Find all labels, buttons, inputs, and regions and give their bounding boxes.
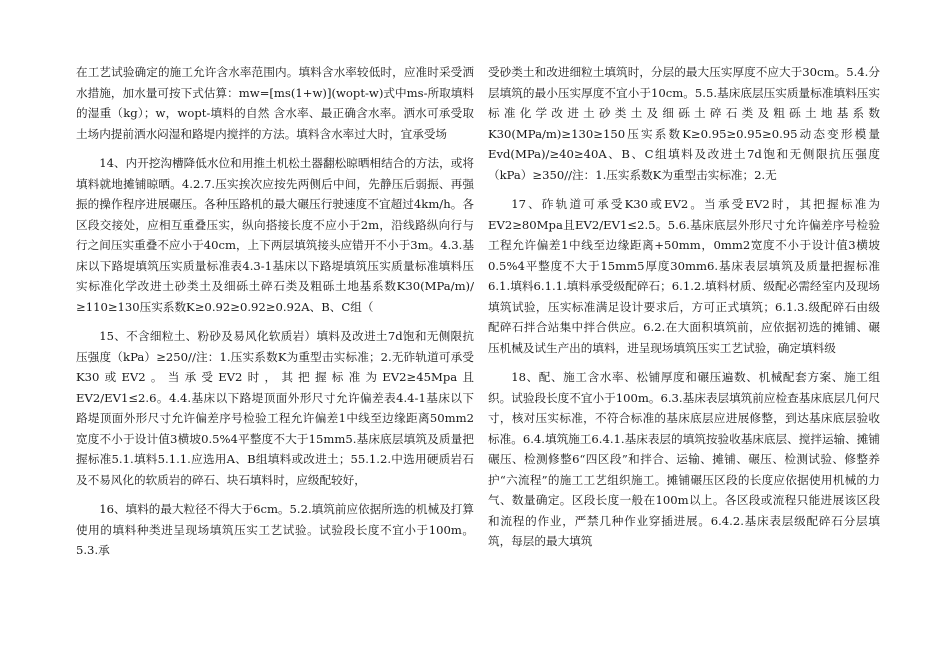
paragraph-16: 16、填料的最大粒径不得大于6cm。5.2.填筑前应依据所选的机械及打算使用的填料种类进呈现场填筑压实工艺试验。试验段长度不宜小于100m。5.3.承 bbox=[76, 502, 474, 557]
paragraph-17: 17、砟轨道可承受K30或EV2。当承受EV2时，其把握标准为EV2≥80Mpa且EV2/EV1≤2.5。5.6.基床底层外形尺寸允许偏差序号检验工程允许偏差1中线至边缘距离+50mm，0mm2宽度不小于设计值3横坡0.5%4平整度不大于15mm5厚度30mm6.基床表层填筑及质量把握标准6.1.填料6.1.1.填料承受级配碎石；6.1.2.填料材质、级配必需经室内及现场填筑试验，压实标准满足设计要求后，方可正式填筑；6.1.3.级配碎石由级配碎石拌合站集中拌合供应。6.2.在大面积填筑前，应依据初选的摊铺、碾压机械及试生产出的填料，进呈现场填筑压实工艺试验，确定填料级 bbox=[488, 197, 880, 355]
paragraph: 受砂类土和改进细粒土填筑时，分层的最大压实厚度不应大于30cm。5.4.分层填筑的最小压实厚度不宜小于10cm。5.5.基床底层压实质量标准填料压实标准化学改进土砂类土及细砾土碎石类及粗砾土地基系数K30(MPa/m)≥130≥150压实系数K≥0.95≥0.95≥0.95动态变形模量Evd(MPa)/≥40≥40A、B、C组填料及改进土7d饱和无侧限抗压强度（kPa）≥350//注：1.压实系数K为重型击实标准；2.无 bbox=[488, 65, 880, 182]
right-column bbox=[488, 62, 880, 561]
paragraph-18: 18、配、施工含水率、松铺厚度和碾压遍数、机械配套方案、施工组织。试验段长度不宜小于100m。6.3.基床表层填筑前应检查基床底层几何尺寸，核对压实标准，不符合标准的基床底层应进展修整，到达基床底层验收标准。6.4.填筑施工6.4.1.基床表层的填筑按验收基床底层、搅拌运输、摊铺碾压、检测修整6“四区段”和拌合、运输、摊铺、碾压、检测试验、修整养护“六流程”的施工工艺组织施工。摊铺碾压区段的长度应依据使用机械的力气、数量确定。区段长度一般在100m以上。各区段或流程只能进展该区段和流程的作业，严禁几种作业穿插进展。6.4.2.基床表层级配碎石分层填筑，每层的最大填筑 bbox=[488, 370, 880, 548]
paragraph: 在工艺试验确定的施工允许含水率范围内。填料含水率较低时，应准时采受洒水措施，加水量可按下式估算：mw=[ms(1+w)](wopt-w)式中ms-所取填料的湿重（kg）；w，wopt-填料的自然 含水率、最正确含水率。洒水可承受取土场内提前洒水闷湿和路堤内搅拌的方法。填料含水率过大时，宜承受场 bbox=[76, 65, 474, 141]
paragraph-14: 14、内开挖沟槽降低水位和用推土机松土器翻松晾晒相结合的方法，或将填料就地摊铺晾晒。4.2.7.压实挨次应按先两侧后中间，先静压后弱振、再强振的操作程序进展碾压。各种压路机的最大碾压行驶速度不宜超过4km/h。各区段交接处，应相互重叠压实，纵向搭接长度不应小于2m，沿线路纵向行与行之间压实重叠不应小于40cm，上下两层填筑接头应错开不小于3m。4.3.基床以下路堤填筑压实质量标准表4.3-1基床以下路堤填筑压实质量标准填料压实标准化学改进土砂类土及细砾土碎石类及粗砾土地基系数K30(MPa/m)/≥110≥130压实系数K≥0.92≥0.92≥0.92A、B、C组（ bbox=[76, 156, 474, 314]
paragraph-15: 15、不含细粒土、粉砂及易风化软质岩）填料及改进土7d饱和无侧限抗压强度（kPa）≥250//注：1.压实系数K为重型击实标准；2.无砟轨道可承受K30或EV2。当承受EV2时，其把握标准为EV2≥45Mpa且EV2/EV1≤2.6。4.4.基床以下路堤顶面外形尺寸允许偏差表4.4-1基床以下路堤顶面外形尺寸允许偏差序号检验工程允许偏差1中线至边缘距离50mm2宽度不小于设计值3横坡0.5%4平整度不大于15mm5.基床底层填筑及质量把握标准5.1.填料5.1.1.应选用A、B组填料或改进土；55.1.2.中选用硬质岩石及不易风化的软质岩的碎石、块石填料时，应级配较好， bbox=[76, 329, 474, 487]
left-column bbox=[76, 62, 474, 570]
